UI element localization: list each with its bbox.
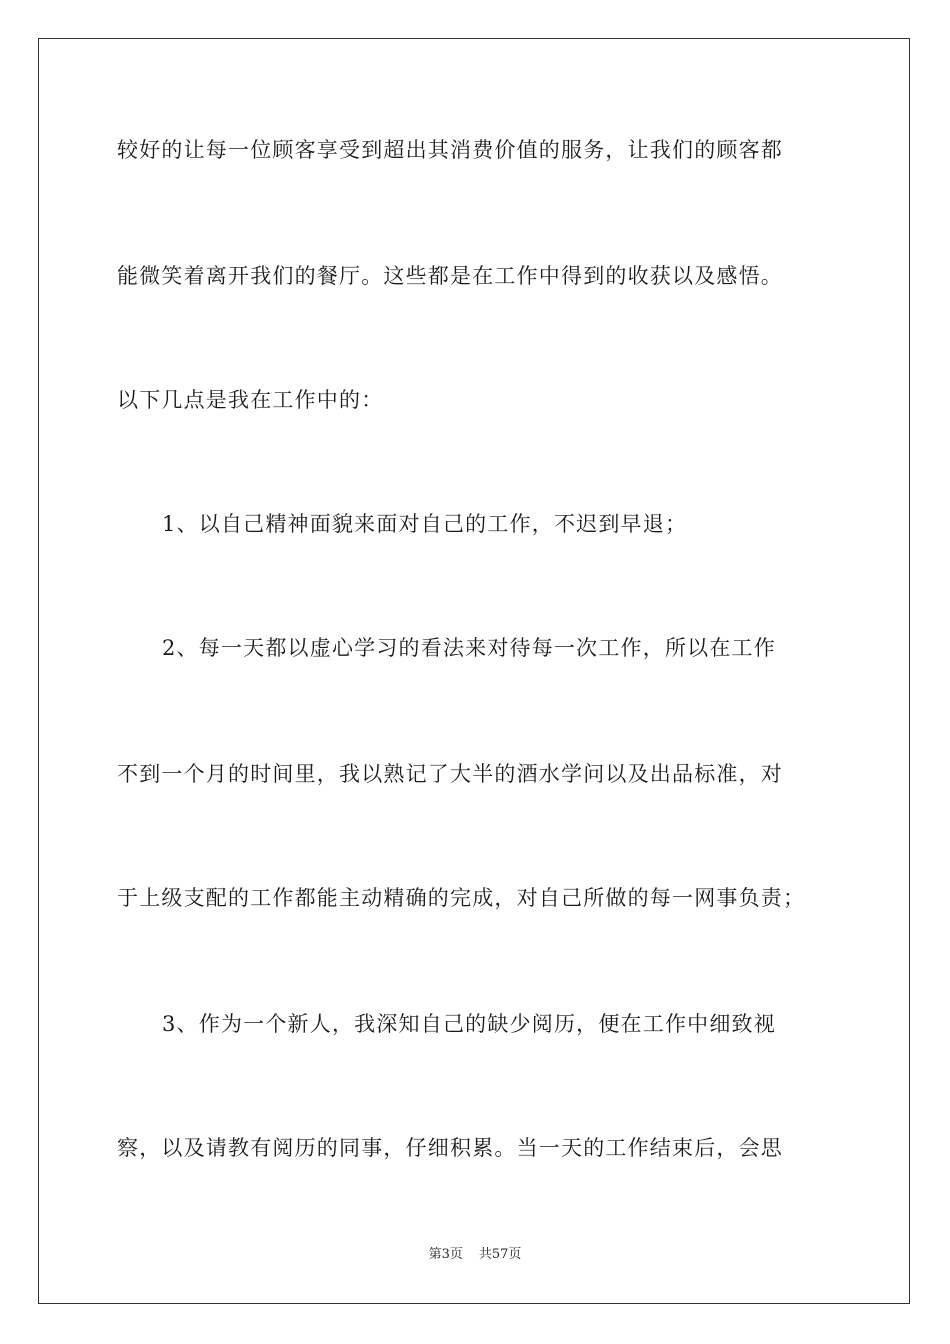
list-item-2: 2、每一天都以虚心学习的看法来对待每一次工作，所以在工作 xyxy=(162,636,776,660)
page-footer xyxy=(0,1246,950,1264)
text-line: 不到一个月的时间里，我以熟记了大半的酒水学问以及出品标准，对 xyxy=(117,762,783,786)
text-line: 能微笑着离开我们的餐厅。这些都是在工作中得到的收获以及感悟。 xyxy=(117,264,783,288)
text-line: 以下几点是我在工作中的： xyxy=(117,388,384,412)
list-item-3: 3、作为一个新人，我深知自己的缺少阅历，便在工作中细致视 xyxy=(162,1012,776,1036)
text-line: 较好的让每一位顾客享受到超出其消费价值的服务，让我们的顾客都 xyxy=(117,138,783,162)
page-border xyxy=(38,38,910,1304)
text-line: 察，以及请教有阅历的同事，仔细积累。当一天的工作结束后，会思 xyxy=(117,1136,783,1160)
list-item-1: 1、以自己精神面貌来面对自己的工作，不迟到早退； xyxy=(162,512,688,536)
page-number: 第3页 xyxy=(428,1247,463,1262)
text-line: 于上级支配的工作都能主动精确的完成，对自己所做的每一网事负责； xyxy=(117,886,806,910)
page-total: 共57页 xyxy=(478,1247,522,1262)
